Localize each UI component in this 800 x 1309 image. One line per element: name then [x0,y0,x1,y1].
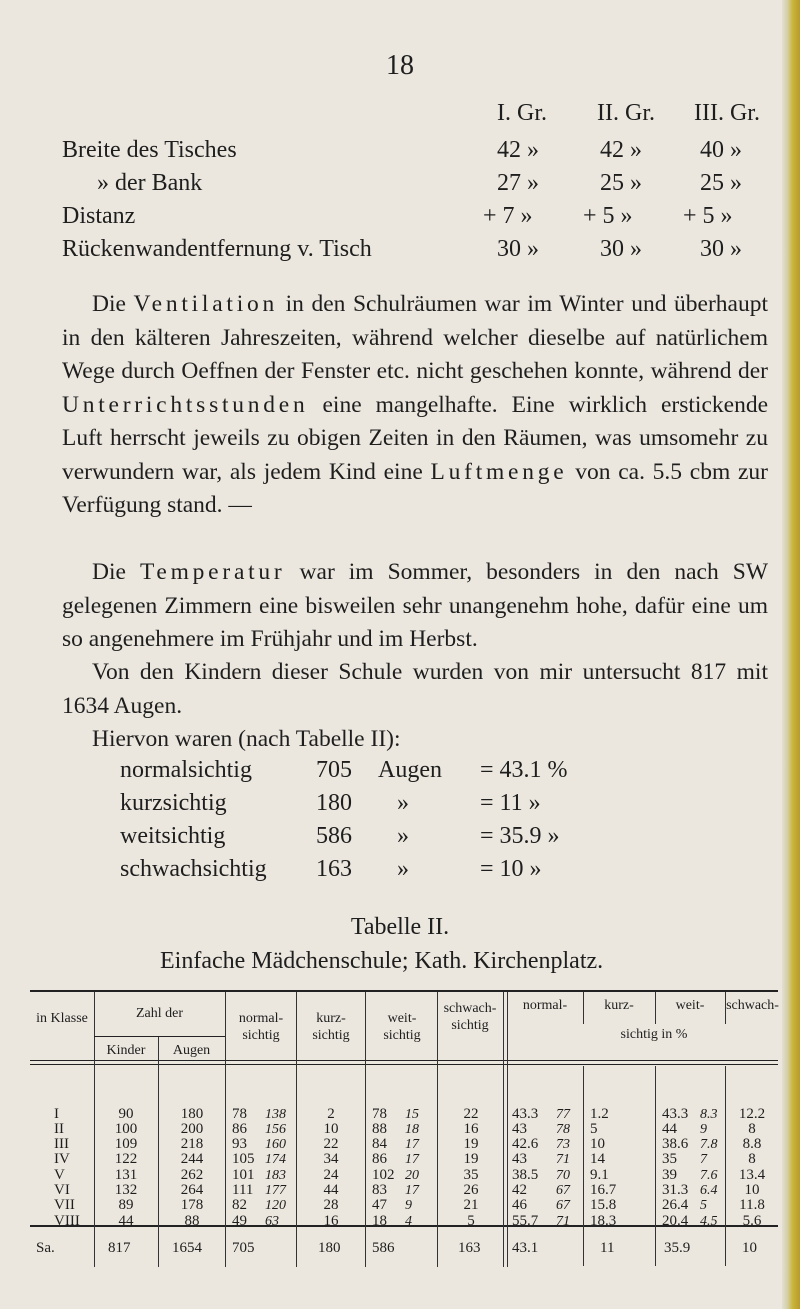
cell: 5 [467,1212,475,1229]
table-subtitle: Einfache Mädchenschule; Kath. Kirchenplatz. [160,948,604,974]
column-klasse [54,1076,80,1260]
cell: 19 [463,1151,479,1168]
cell: 44 [323,1182,339,1199]
cell: 39 [662,1166,677,1183]
cell: 13.4 [738,1166,766,1183]
sum-augen: 1654 [172,1240,202,1256]
cell: 244 [180,1151,204,1168]
cell: 89 [118,1197,134,1214]
cell: 86 [232,1120,247,1137]
text: eine mangelhafte. Eine wirklich erstickende Luft herrscht jeweils zu obigen Zeiten in den Räumen, was umsomehr zu verwundern war, als jedem Kind eine [62,391,768,485]
cell: 42.6 [512,1136,539,1153]
emph-text: Luftmenge [430,458,568,485]
cell: 22 [323,1136,339,1153]
dim-label: Rückenwandentfernung v. Tisch [62,236,372,262]
handwritten-note: 17 [405,1137,419,1153]
cell: 122 [114,1151,138,1168]
column-kurz [308,1076,354,1260]
handwritten-note: 6.4 [700,1183,718,1199]
summary-percent: = 11 » [480,790,541,816]
cell: 180 [180,1105,204,1122]
page-edge [782,0,800,1309]
paragraph-temperature [62,556,768,657]
handwritten-note: 17 [405,1183,419,1199]
table-rule-header [30,1064,778,1065]
handwritten-note: 67 [556,1183,570,1199]
sum-schwach-pct: 10 [742,1240,757,1256]
summary-unit: » [397,790,409,816]
header-weit-pct: weit- [675,998,705,1013]
cell: 101 [232,1166,255,1183]
summary-count: 180 [316,790,352,816]
cell: 78 [232,1105,247,1122]
column-divider [583,1066,584,1266]
cell: 28 [323,1197,339,1214]
cell: 111 [232,1182,254,1199]
dim-value: 30 » [700,236,742,262]
dim-value: 42 » [497,137,539,163]
cell: 82 [232,1197,247,1214]
cell: 10 [590,1136,605,1153]
summary-unit: » [397,856,409,882]
handwritten-note: 15 [405,1106,419,1122]
cell: 47 [372,1197,387,1214]
column-normal-pct-annotation [556,1076,580,1260]
cell: 16 [323,1212,339,1229]
handwritten-note: 63 [265,1213,279,1229]
handwritten-note: 156 [265,1121,286,1137]
summary-unit: » [397,823,409,849]
cell: 88 [372,1120,387,1137]
sum-kinder: 817 [108,1240,131,1256]
cell: 90 [118,1105,134,1122]
handwritten-note: 177 [265,1183,286,1199]
column-weit-pct [662,1076,696,1260]
handwritten-note: 70 [556,1167,570,1183]
cell: 93 [232,1136,247,1153]
summary-count: 163 [316,856,352,882]
summary-label: normalsichtig [120,757,252,783]
text: von ca. 5.5 cbm zur Verfügung stand. — [62,458,769,518]
column-normal-annotation [265,1076,295,1260]
header-normal-pct: normal- [522,998,568,1013]
column-augen [172,1076,212,1260]
emph-text: Ventilation [133,291,278,317]
dim-label: Breite des Tisches [62,137,237,163]
cell: 200 [180,1120,204,1137]
column-divider [507,992,508,1267]
cell: 21 [463,1197,479,1214]
group-header-1: I. Gr. [497,100,547,126]
handwritten-note: 17 [405,1152,419,1168]
paragraph-ventilation [62,288,768,523]
cell: 264 [180,1182,204,1199]
dim-value: 27 » [497,170,539,196]
cell: 5 [590,1120,598,1137]
sum-weit-pct: 35.9 [664,1240,691,1256]
column-weit [372,1076,402,1260]
emph-text: Temperatur [139,559,286,585]
paragraph-summary-intro: Hiervon waren (nach Tabelle II): [92,726,401,752]
summary-label: schwachsichtig [120,856,267,882]
cell: VI [54,1182,70,1199]
cell: 218 [180,1136,204,1153]
handwritten-note: 77 [556,1106,570,1122]
group-header-2: II. Gr. [597,100,655,126]
header-augen: Augen [172,1043,211,1058]
cell: 8.8 [742,1136,762,1153]
column-kurz-pct [590,1076,628,1260]
handwritten-note: 7.8 [700,1137,718,1153]
handwritten-note: 138 [265,1106,286,1122]
column-divider [503,992,504,1267]
header-schwach-pct: schwach- [726,998,779,1013]
sum-kurz: 180 [318,1240,341,1256]
text: war im Sommer, besonders in den nach SW gelegenen Zimmern eine bisweilen sehr unangenehm hohe, dafür eine um so angenehmere im Frühjahr und im Herbst. [62,559,769,652]
cell: 22 [463,1105,479,1122]
sum-normal: 705 [232,1240,255,1256]
cell: 44 [118,1212,134,1229]
cell: 55.7 [512,1212,539,1229]
table-title: Tabelle II. [350,914,450,940]
cell: 132 [114,1182,138,1199]
dim-value: 42 » [600,137,642,163]
cell: 1.2 [590,1105,609,1122]
cell: 35 [463,1166,479,1183]
handwritten-note: 20 [405,1167,419,1183]
cell: VIII [54,1212,80,1229]
cell: 20.4 [662,1212,689,1229]
cell: 43 [512,1151,527,1168]
header-zahl: Zahl der [135,1006,184,1021]
cell: 2 [327,1105,335,1122]
cell: 78 [372,1105,387,1122]
header-schwach: schwach-sichtig [443,1001,497,1033]
dim-value: 30 » [600,236,642,262]
dim-value: + 7 » [483,203,533,229]
cell: 43 [512,1120,527,1137]
cell: III [54,1136,69,1153]
handwritten-note: 183 [265,1167,286,1183]
cell: 14 [590,1151,605,1168]
handwritten-note: 7.6 [700,1167,718,1183]
cell: VII [54,1197,75,1214]
handwritten-note: 71 [556,1213,570,1229]
cell: 9.1 [590,1166,609,1183]
handwritten-note: 9 [700,1121,707,1137]
cell: 34 [323,1151,339,1168]
cell: I [54,1105,59,1122]
cell: 26.4 [662,1197,689,1214]
handwritten-note: 5 [700,1198,707,1214]
text: Die [92,559,140,585]
cell: 105 [232,1151,255,1168]
cell: 15.8 [590,1197,617,1214]
column-divider [296,992,297,1267]
cell: 102 [372,1166,395,1183]
summary-percent: = 35.9 » [480,823,560,849]
column-normal [232,1076,262,1260]
handwritten-note: 8.3 [700,1106,718,1122]
column-divider [225,992,226,1267]
dim-value: 30 » [497,236,539,262]
cell: 16.7 [590,1182,617,1199]
cell: 46 [512,1197,527,1214]
header-kinder: Kinder [106,1043,146,1058]
cell: 100 [114,1120,138,1137]
summary-label: kurzsichtig [120,790,227,816]
text: in den Schulräumen war im Winter und überhaupt in den kälteren Jahreszeiten, während welcher dieselbe auf natürlichem Wege durch Oeffnen der Fenster etc. nicht geschehen konnte, während der [62,291,768,384]
cell: 12.2 [738,1105,766,1122]
handwritten-note: 7 [700,1152,707,1168]
summary-label: weitsichtig [120,823,226,849]
column-schwach-pct [733,1076,771,1260]
cell: 44 [662,1120,677,1137]
summary-percent: = 43.1 % [480,757,568,783]
cell: 31.3 [662,1182,689,1199]
cell: 8 [748,1151,756,1168]
cell: II [54,1120,64,1137]
header-klasse: in Klasse [36,1011,88,1026]
emph-text: Unterrichtsstunden [62,391,309,418]
handwritten-note: 78 [556,1121,570,1137]
cell: 42 [512,1182,527,1199]
sum-label: Sa. [36,1240,55,1256]
summary-count: 705 [316,757,352,783]
sum-schwach: 163 [458,1240,481,1256]
cell: 43.3 [662,1105,689,1122]
cell: 18 [372,1212,387,1229]
sum-normal-pct: 43.1 [512,1240,539,1256]
cell: 262 [180,1166,204,1183]
handwritten-note: 71 [556,1152,570,1168]
cell: 19 [463,1136,479,1153]
cell: 11.8 [739,1197,765,1214]
dim-value: 25 » [600,170,642,196]
handwritten-note: 120 [265,1198,286,1214]
column-divider [725,1066,726,1266]
cell: 83 [372,1182,387,1199]
cell: 24 [323,1166,339,1183]
header-kurz-pct: kurz- [604,998,634,1013]
header-kurz: kurz-sichtig [312,1011,350,1043]
dim-value: + 5 » [583,203,633,229]
handwritten-note: 18 [405,1121,419,1137]
dim-label: Distanz [62,203,136,229]
cell: 109 [114,1136,138,1153]
dim-value: 25 » [700,170,742,196]
column-weit-annotation [405,1076,429,1260]
handwritten-note: 174 [265,1152,286,1168]
header-weit: weit-sichtig [383,1011,421,1043]
column-schwach [448,1076,494,1260]
column-weit-pct-annotation [700,1076,724,1260]
column-normal-pct [512,1076,550,1260]
cell: 43.3 [512,1105,539,1122]
cell: 84 [372,1136,387,1153]
handwritten-note: 4 [405,1213,412,1229]
column-divider [158,1036,159,1267]
cell: 10 [744,1182,760,1199]
header-pct-label: sichtig in % [620,1027,688,1042]
cell: 8 [748,1120,756,1137]
cell: 5.6 [742,1212,762,1229]
cell: 88 [184,1212,200,1229]
sum-weit: 586 [372,1240,395,1256]
cell: 131 [114,1166,138,1183]
summary-unit: Augen [378,757,442,783]
zahl-subrule [94,1036,225,1037]
cell: 49 [232,1212,247,1229]
dim-label: » der Bank [97,170,203,196]
column-kinder [108,1076,144,1260]
handwritten-note: 4.5 [700,1213,718,1229]
summary-count: 586 [316,823,352,849]
column-divider [655,1066,656,1266]
header-normal: normal-sichtig [238,1011,284,1043]
table-rule-top [30,990,778,992]
cell: 18.3 [590,1212,617,1229]
cell: 35 [662,1151,677,1168]
sum-kurz-pct: 11 [600,1240,615,1256]
handwritten-note: 67 [556,1198,570,1214]
summary-percent: = 10 » [480,856,542,882]
cell: 26 [463,1182,479,1199]
page-number: 18 [386,50,414,81]
cell: 86 [372,1151,387,1168]
handwritten-note: 73 [556,1137,570,1153]
cell: V [54,1166,65,1183]
cell: 178 [180,1197,204,1214]
dim-value: + 5 » [683,203,733,229]
text: Die [92,291,134,317]
cell: 38.5 [512,1166,539,1183]
column-divider [94,992,95,1267]
handwritten-note: 160 [265,1137,286,1153]
table-rule-header [30,1060,778,1061]
column-divider [365,992,366,1267]
paragraph-examined: Von den Kindern dieser Schule wurden von mir untersucht 817 mit 1634 Augen. [62,659,768,719]
handwritten-note: 9 [405,1198,412,1214]
group-header-3: III. Gr. [694,100,760,126]
cell: 10 [323,1120,339,1137]
cell: IV [54,1151,70,1168]
cell: 16 [463,1120,479,1137]
cell: 38.6 [662,1136,689,1153]
dim-value: 40 » [700,137,742,163]
